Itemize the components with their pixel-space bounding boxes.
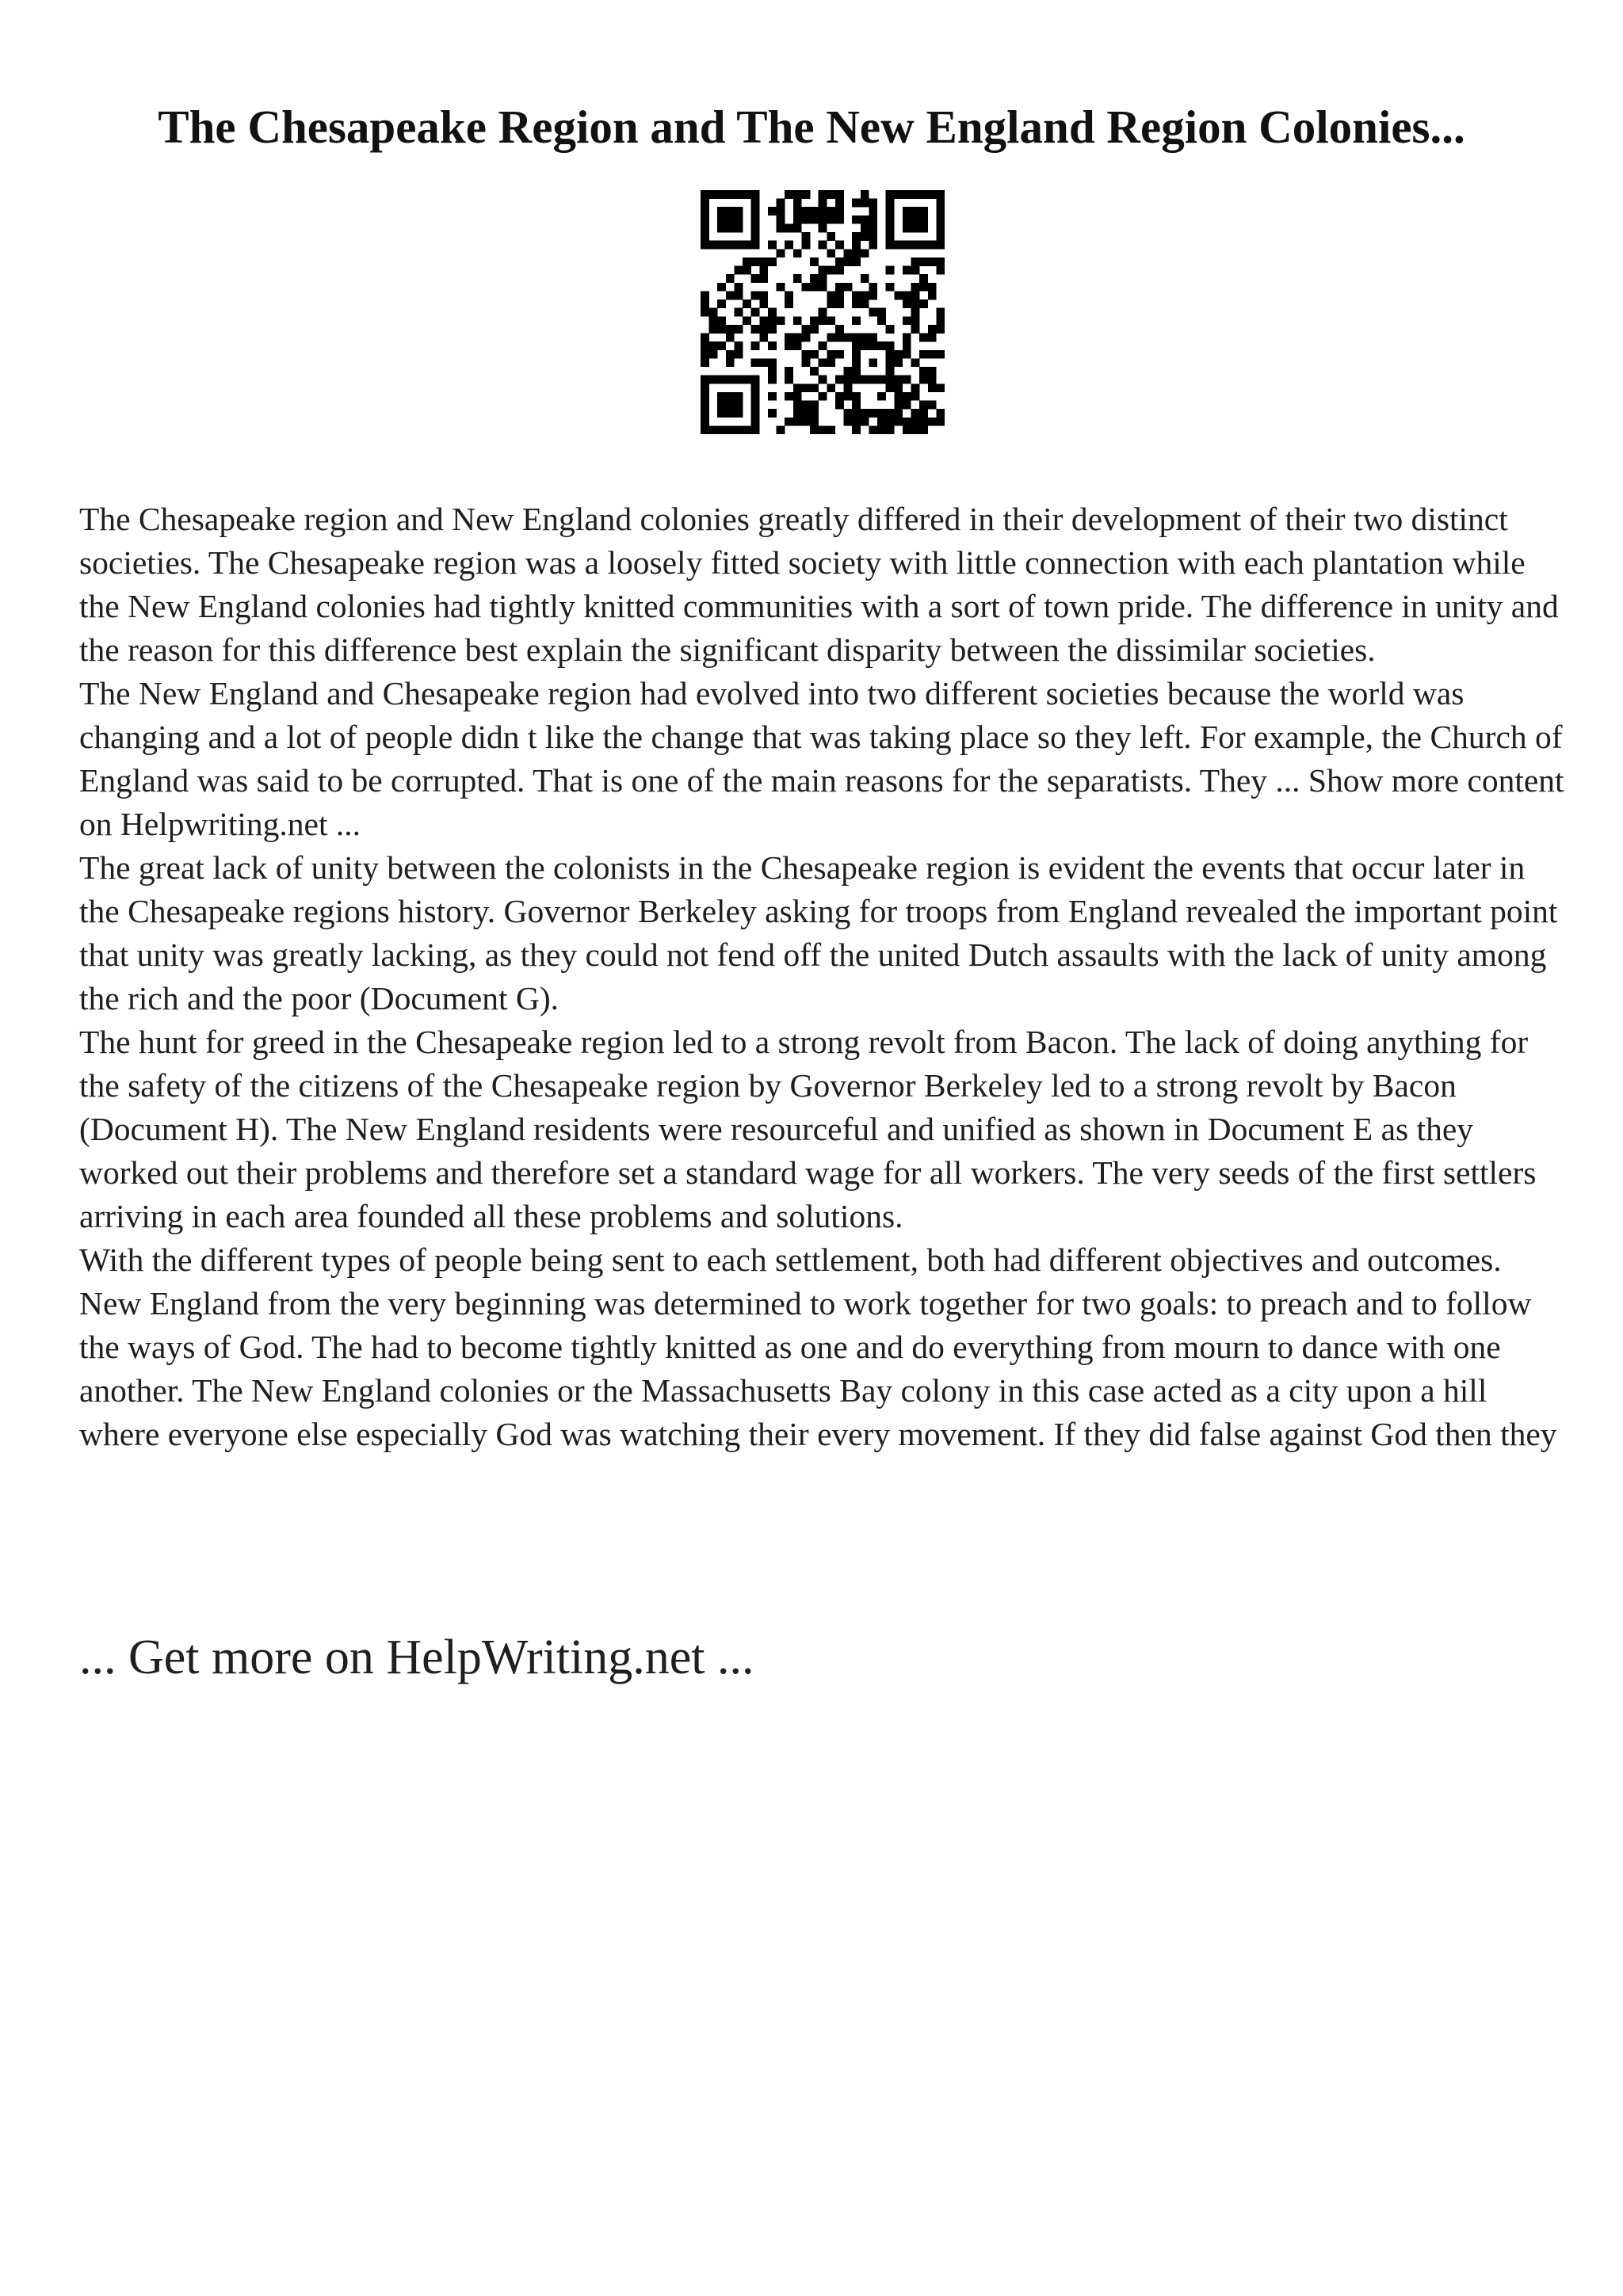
paragraph-5: With the different types of people being sent to each settlement, both had different objectives and outcomes. New England from the very beginning was determined to work together for two goals: to preach and to follow the ways of God. The had to become tightly knitted as one and do everything from mourn to dance with one another. The New England colonies or the Massachusetts Bay colony in this case acted as a city upon a hill where everyone else especially God was watching their every movement. If they did false against God then they xyxy=(79,1241,1557,1452)
paragraph-3: The great lack of unity between the colonists in the Chesapeake region is evident the events that occur later in the Chesapeake regions history. Governor Berkeley asking for troops from England revealed the important point that unity was greatly lacking, as they could not fend off the united Dutch assaults with the lack of unity among the rich and the poor (Document G). xyxy=(79,849,1558,1016)
get-more-link[interactable]: ... Get more on HelpWriting.net ... xyxy=(79,1630,754,1684)
document-body xyxy=(79,498,1569,1456)
paragraph-1: The Chesapeake region and New England colonies greatly differed in their development of their two distinct societies. The Chesapeake region was a loosely fitted society with little connection with each plantation while the New England colonies had tightly knitted communities with a sort of town pride. The difference in unity and the reason for this difference best explain the significant disparity between the dissimilar societies. xyxy=(79,501,1559,668)
paragraph-4: The hunt for greed in the Chesapeake region led to a strong revolt from Bacon. The lack of doing anything for the safety of the citizens of the Chesapeake region by Governor Berkeley led to a strong revolt by Bacon (Document H). The New England residents were resourceful and unified as shown in Document E as they worked out their problems and therefore set a standard wage for all workers. The very seeds of the first settlers arriving in each area founded all these problems and solutions. xyxy=(79,1024,1537,1234)
qr-code-icon xyxy=(701,190,945,434)
paragraph-2: The New England and Chesapeake region had evolved into two different societies because the world was changing and a lot of people didn t like the change that was taking place so they left. For example, the Church of England was said to be corrupted. That is one of the main reasons for the separatists. They ... Show more content on Helpwriting.net ... xyxy=(79,675,1564,842)
page-title: The Chesapeake Region and The New England Region Colonies... xyxy=(158,101,1465,153)
